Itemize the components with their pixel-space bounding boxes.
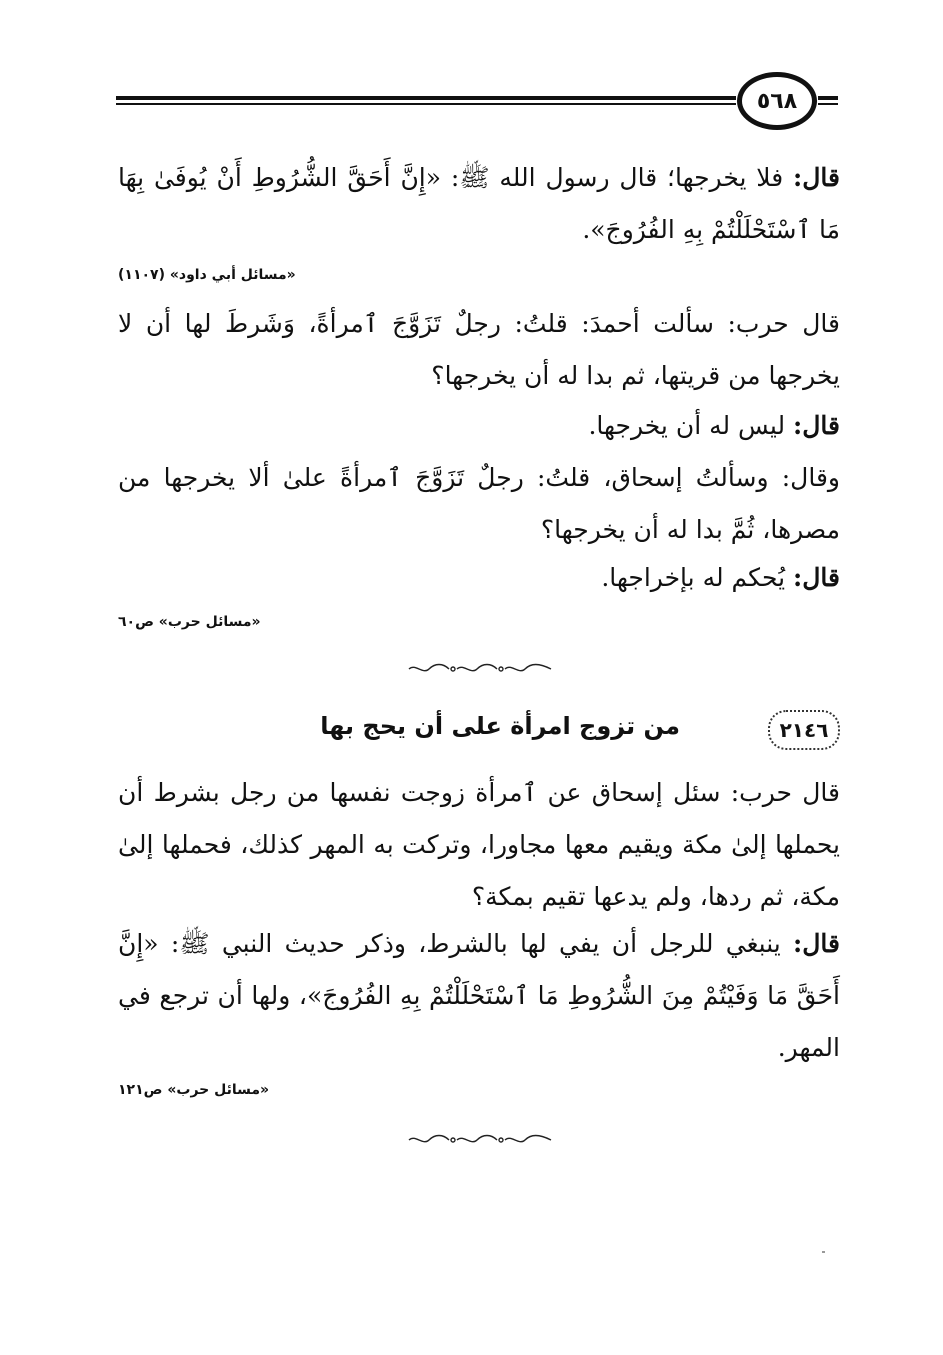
paragraph-text: ليس له أن يخرجها. xyxy=(588,411,794,440)
header-rule-right xyxy=(818,96,838,105)
paragraph-answer-2 xyxy=(118,552,840,604)
rosette-number-badge-icon xyxy=(768,710,840,750)
paragraph-answer-1 xyxy=(118,400,840,452)
source-citation xyxy=(118,1082,840,1098)
section-number: ٢١٤٦ xyxy=(779,718,829,742)
page-number: ٥٦٨ xyxy=(737,72,817,130)
paragraph-section-question: قال حرب: سئل إسحاق عن ٱمرأة زوجت نفسها من رجل بشرط أن يحملها إلىٰ مكة ويقيم معها مجاورا، وتركت به المهر كذلك، فحملها إلىٰ مكة، ثم ردها، ولم يدعها تقيم بمكة؟ xyxy=(118,778,840,911)
paragraph-harb-question: قال حرب: سألت أحمدَ: قلتُ: رجلٌ تَزَوَّجَ ٱمرأةً، وَشَرطَ لها أن لا يخرجها من قريتها، ثم بدا له أن يخرجها؟ xyxy=(118,309,840,390)
qala-label: قال: xyxy=(793,163,840,192)
section-title: من تزوج امرأة على أن يحج بها xyxy=(320,712,680,740)
qala-label: قال: xyxy=(793,929,840,958)
source-text: «مسائل أبي داود» (١١٠٧) xyxy=(118,267,296,283)
paragraph-ishaq-question: وقال: وسألتُ إسحاق، قلتُ: رجلٌ تَزَوَّجَ ٱمرأةً علىٰ ألا يخرجها من مصرها، ثُمَّ بدا له أن يخرجها؟ xyxy=(118,463,840,544)
source-citation xyxy=(118,267,840,283)
paragraph-text: ينبغي للرجل أن يفي لها بالشرط، وذكر حديث النبي ﷺ: «إِنَّ أَحَقَّ مَا وَفَيْتُمْ مِنَ الشُّرُوطِ مَا ٱسْتَحْلَلْتُمْ بِهِ الفُرُوجَ»، ولها أن ترجع في المهر. xyxy=(118,929,840,1062)
paragraph-text: فلا يخرجها؛ قال رسول الله ﷺ: «إِنَّ أَحَقَّ الشُّرُوطِ أَنْ يُوفَىٰ بِهَا مَا ٱسْتَحْلَلْتُمْ بِهِ الفُرُوجَ». xyxy=(118,163,840,244)
floral-divider-icon xyxy=(400,1133,560,1147)
source-text: «مسائل حرب» ص٦٠ xyxy=(118,614,261,630)
section-heading xyxy=(118,710,840,754)
qala-label: قال: xyxy=(793,411,840,440)
source-citation xyxy=(118,614,840,630)
header-rule-left xyxy=(116,96,736,105)
qala-label: قال: xyxy=(793,563,840,592)
scan-speck xyxy=(822,1251,825,1253)
paragraph-section-answer xyxy=(118,918,840,1074)
paragraph-hadith xyxy=(118,152,840,256)
paragraph-text: يُحكم له بإخراجها. xyxy=(601,563,794,592)
floral-divider-icon xyxy=(400,662,560,676)
source-text: «مسائل حرب» ص١٢١ xyxy=(118,1082,270,1098)
